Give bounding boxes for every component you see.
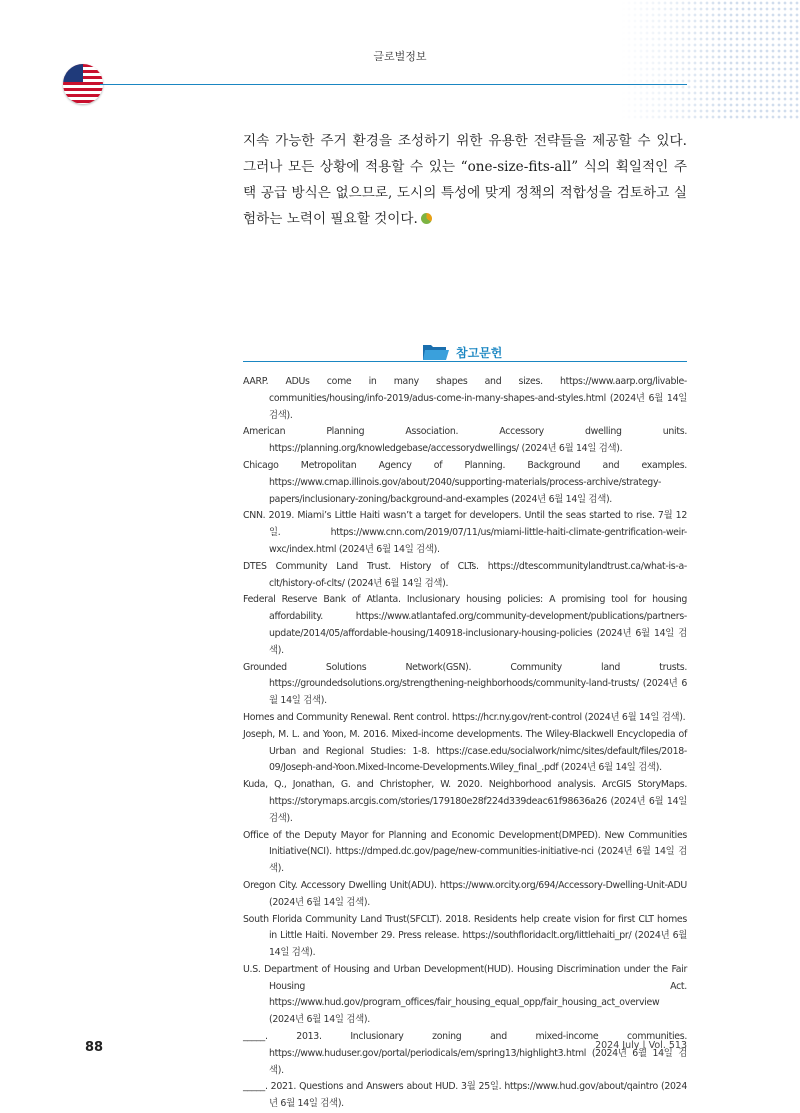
end-mark-icon: [421, 213, 432, 224]
reference-item: _____. 2013. Inclusionary zoning and mixed-income communities. https://www.huduser.gov/portal/periodicals/em/spring13/highlight3.html (2024년 6월 14일 검색).: [243, 1031, 687, 1076]
reference-item: South Florida Community Land Trust(SFCLT). 2018. Residents help create vision for first CLT homes in Little Haiti. November 29. Press release. https://southfloridaclt.org/littlehaiti_pr/ (2024년 6월 14일 검색).: [243, 913, 687, 959]
header-divider: [100, 84, 687, 85]
body-paragraph-text: 지속 가능한 주거 환경을 조성하기 위한 유용한 전략들을 제공할 수 있다. 그러나 모든 상황에 적용할 수 있는 “one-size-fits-all” 식의 획일적인 주택 공급 방식은 없으므로, 도시의 특성에 맞게 정책의 적합성을 검토하고 실험하는 노력이 필요할 것이다.: [243, 133, 687, 227]
references-list: [243, 374, 687, 1113]
reference-item: Grounded Solutions Network(GSN). Community land trusts. https://groundedsolutions.org/strengthening-neighborhoods/community-land-trusts/ (2024년 6월 14일 검색).: [243, 661, 687, 707]
page-number: 88: [85, 1040, 104, 1055]
reference-item: AARP. ADUs come in many shapes and sizes. https://www.aarp.org/livable-communities/housing/info-2019/adus-come-in-many-shapes-and-styles.html (2024년 6월 14일 검색).: [243, 376, 687, 421]
reference-item: Federal Reserve Bank of Atlanta. Inclusionary housing policies: A promising tool for housing affordability. https://www.atlantafed.org/community-development/publications/partners-update/2014/05/affordable-housing/140918-inclusionary-housing-policies (2024년 6월 14일 검색).: [243, 594, 687, 656]
reference-item: Joseph, M. L. and Yoon, M. 2016. Mixed-income developments. The Wiley-Blackwell Encyclopedia of Urban and Regional Studies: 1-8. https://case.edu/socialwork/nimc/sites/default/files/2018-09/Joseph-and-Yoon.Mixed-Income-Developments.Wiley_final_.pdf (2024년 6월 14일 검색).: [243, 728, 687, 774]
reference-item: Oregon City. Accessory Dwelling Unit(ADU). https://www.orcity.org/694/Accessory-Dwelling-Unit-ADU (2024년 6월 14일 검색).: [243, 879, 687, 908]
issue-label: 2024 July | Vol. 513: [595, 1040, 687, 1051]
body-paragraph: [243, 128, 687, 232]
reference-item: _____. 2021. Questions and Answers about HUD. 3월 25일. https://www.hud.gov/about/qaintro (2024년 6월 14일 검색).: [243, 1081, 687, 1110]
section-label: 글로벌정보: [373, 50, 427, 63]
us-flag-icon: [63, 64, 103, 104]
references-header: [243, 340, 687, 362]
reference-item: Office of the Deputy Mayor for Planning and Economic Development(DMPED). New Communities Initiative(NCI). https://dmped.dc.gov/page/new-communities-initiative-nci (2024년 6월 14일 검색).: [243, 829, 687, 875]
references-title: 참고문헌: [456, 346, 503, 360]
reference-item: Kuda, Q., Jonathan, G. and Christopher, W. 2020. Neighborhood analysis. ArcGIS StoryMaps. https://storymaps.arcgis.com/stories/179180e28f224d339deac61f98636a26 (2024년 6월 14일 검색).: [243, 779, 687, 824]
reference-item: Chicago Metropolitan Agency of Planning. Background and examples. https://www.cmap.illinois.gov/about/2040/supporting-materials/process-archive/strategy-papers/inclusionary-zoning/background-and-examples (2024년 6월 14일 검색).: [243, 459, 687, 505]
references-divider: [243, 361, 687, 362]
reference-item: CNN. 2019. Miami’s Little Haiti wasn’t a target for developers. Until the seas started to rise. 7월 12일. https://www.cnn.com/2019/07/11/us/miami-little-haiti-climate-gentrification-weir-wxc/index.html (2024년 6월 14일 검색).: [243, 510, 687, 555]
reference-item: American Planning Association. Accessory dwelling units. https://planning.org/knowledgebase/accessorydwellings/ (2024년 6월 14일 검색).: [243, 426, 687, 455]
folder-icon: [422, 342, 450, 362]
reference-item: Homes and Community Renewal. Rent control. https://hcr.ny.gov/rent-control (2024년 6월 14일 검색).: [243, 711, 686, 723]
reference-item: U.S. Department of Housing and Urban Development(HUD). Housing Discrimination under the Fair Housing Act. https://www.hud.gov/program_offices/fair_housing_equal_opp/fair_housing_act_overview (2024년 6월 14일 검색).: [243, 963, 687, 1026]
reference-item: DTES Community Land Trust. History of CLTs. https://dtescommunitylandtrust.ca/what-is-a-clt/history-of-clts/ (2024년 6월 14일 검색).: [243, 560, 687, 589]
